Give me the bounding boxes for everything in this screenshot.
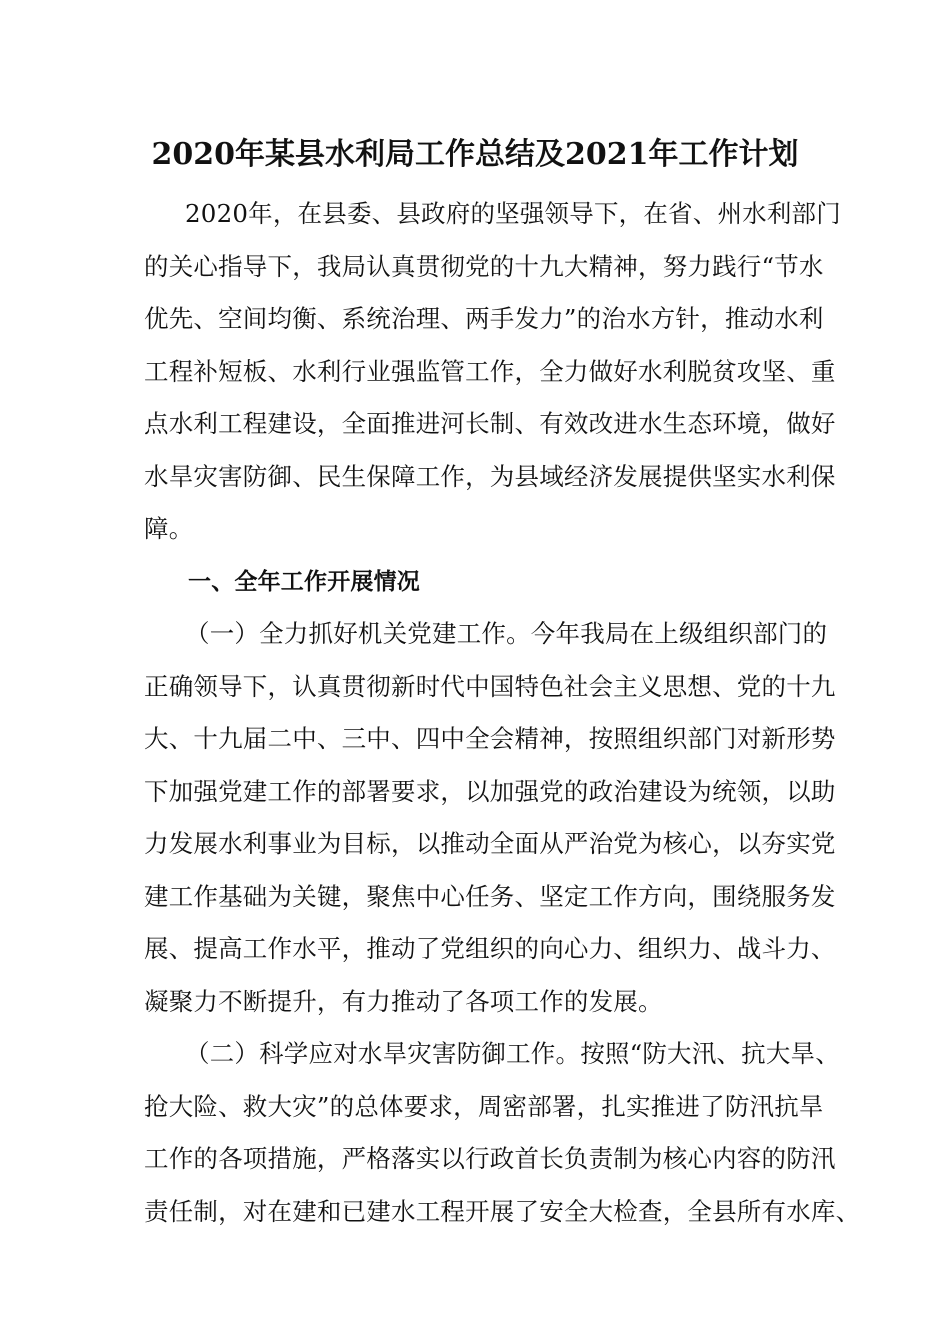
paragraph-line: 建工作基础为关键，聚焦中心任务、坚定工作方向，围绕服务发 <box>144 882 836 911</box>
section-heading: 一、全年工作开展情况 <box>188 569 420 595</box>
intro-line: 工程补短板、水利行业强监管工作，全力做好水利脱贫攻坚、重 <box>144 357 836 386</box>
document-title: 2020年某县水利局工作总结及2021年工作计划 <box>151 137 799 172</box>
paragraph-line: 下加强党建工作的部署要求，以加强党的政治建设为统领，以助 <box>144 777 836 806</box>
intro-line: 2020年，在县委、县政府的坚强领导下，在省、州水利部门 <box>185 199 841 228</box>
paragraph-line: 责任制，对在建和已建水工程开展了安全大检查，全县所有水库、 <box>144 1197 861 1226</box>
intro-line: 优先、空间均衡、系统治理、两手发力”的治水方针，推动水利 <box>144 304 824 333</box>
paragraph-line: （一）全力抓好机关党建工作。今年我局在上级组织部门的 <box>185 619 828 648</box>
paragraph-line: 工作的各项措施，严格落实以行政首长负责制为核心内容的防汛 <box>144 1144 836 1173</box>
intro-line: 水旱灾害防御、民生保障工作，为县域经济发展提供坚实水利保 <box>144 462 836 491</box>
paragraph-line: 力发展水利事业为目标，以推动全面从严治党为核心，以夯实党 <box>144 829 836 858</box>
intro-line: 障。 <box>144 514 194 543</box>
paragraph-line: 展、提高工作水平，推动了党组织的向心力、组织力、战斗力、 <box>144 934 836 963</box>
intro-line: 的关心指导下，我局认真贯彻党的十九大精神，努力践行“节水 <box>144 252 824 281</box>
paragraph-line: 凝聚力不断提升，有力推动了各项工作的发展。 <box>144 987 663 1016</box>
paragraph-line: 正确领导下，认真贯彻新时代中国特色社会主义思想、党的十九 <box>144 672 836 701</box>
paragraph-line: 大、十九届二中、三中、四中全会精神，按照组织部门对新形势 <box>144 724 836 753</box>
paragraph-line: 抢大险、救大灾”的总体要求，周密部署，扎实推进了防汛抗旱 <box>144 1092 824 1121</box>
intro-line: 点水利工程建设，全面推进河长制、有效改进水生态环境，做好 <box>144 409 836 438</box>
paragraph-line: （二）科学应对水旱灾害防御工作。按照“防大汛、抗大旱、 <box>185 1039 840 1068</box>
